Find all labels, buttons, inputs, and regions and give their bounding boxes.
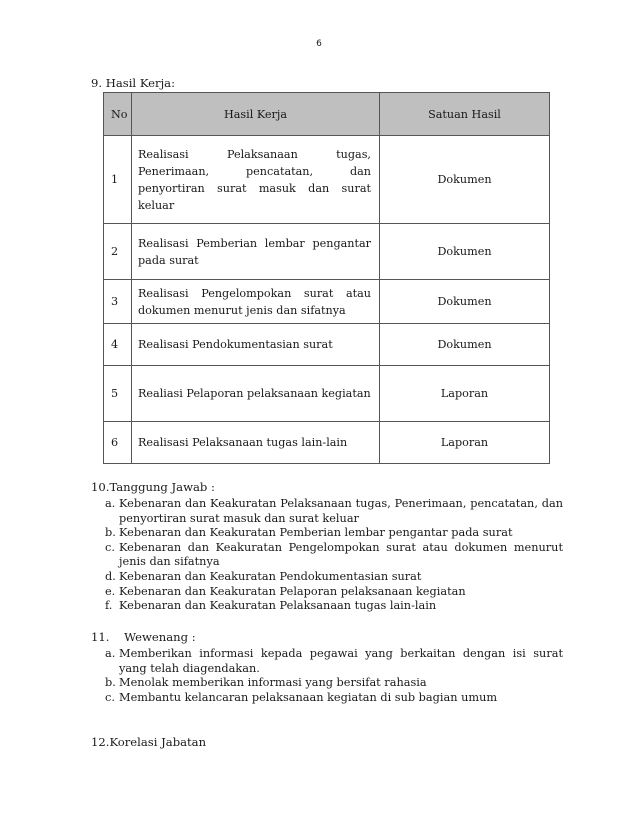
korelasi-jabatan-heading: 12.Korelasi Jabatan	[91, 735, 207, 749]
row-number: 2	[104, 224, 132, 280]
row-hasil-kerja: Realisasi Pemberian lembar pengantar pada surat	[132, 224, 380, 280]
list-item	[105, 585, 563, 600]
tanggung-jawab-list	[105, 497, 563, 614]
row-number: 5	[104, 366, 132, 422]
list-text: Kebenaran dan Keakuratan Pengelompokan surat atau dokumen menurut jenis dan sifatnya	[119, 540, 563, 569]
row-satuan: Dokumen	[380, 280, 550, 324]
row-satuan: Laporan	[380, 366, 550, 422]
row-number: 1	[104, 136, 132, 224]
table-row	[104, 422, 550, 464]
list-item	[105, 647, 563, 676]
hasil-kerja-table	[103, 92, 550, 464]
list-item	[105, 676, 563, 691]
list-text: Memberikan informasi kepada pegawai yang berkaitan dengan isi surat yang telah diagendakan.	[119, 647, 563, 675]
row-satuan: Dokumen	[380, 224, 550, 280]
tanggung-jawab-heading: 10.Tanggung Jawab :	[91, 480, 215, 494]
table-row	[104, 136, 550, 224]
list-marker: c.	[105, 690, 115, 704]
row-hasil-kerja: Realisasi Pendokumentasian surat	[132, 324, 380, 366]
list-marker: f.	[105, 599, 113, 613]
list-text: Menolak memberikan informasi yang bersifat rahasia	[119, 676, 427, 690]
table-row	[104, 280, 550, 324]
wewenang-heading: 11. Wewenang :	[91, 630, 196, 644]
table-row	[104, 324, 550, 366]
list-text: Kebenaran dan Keakuratan Pelaksanaan tugas lain-lain	[119, 599, 437, 613]
list-marker: a.	[105, 647, 116, 660]
row-satuan: Laporan	[380, 422, 550, 464]
list-marker: d.	[105, 569, 116, 583]
row-hasil-kerja: Realisasi Pengelompokan surat atau dokumen menurut jenis dan sifatnya	[132, 280, 380, 324]
row-hasil-kerja: Realiasi Pelaporan pelaksanaan kegiatan	[132, 366, 380, 422]
list-item	[105, 541, 563, 570]
list-item	[105, 526, 563, 541]
list-marker: b.	[105, 676, 116, 690]
table-row	[104, 366, 550, 422]
list-text: Kebenaran dan Keakuratan Pendokumentasian surat	[119, 569, 422, 583]
list-text: Membantu kelancaran pelaksanaan kegiatan di sub bagian umum	[119, 690, 498, 704]
list-marker: b.	[105, 526, 116, 540]
list-text: Kebenaran dan Keakuratan Pelaporan pelaksanaan kegiatan	[119, 584, 466, 598]
list-text: Kebenaran dan Keakuratan Pemberian lembar pengantar pada surat	[119, 526, 513, 540]
wewenang-list	[105, 647, 563, 705]
list-marker: c.	[105, 540, 115, 554]
row-hasil-kerja: Realisasi Pelaksanaan tugas, Penerimaan, pencatatan, dan penyortiran surat masuk dan surat keluar	[132, 136, 380, 224]
list-item	[105, 691, 563, 706]
row-number: 6	[104, 422, 132, 464]
list-item	[105, 570, 563, 585]
list-item	[105, 497, 563, 526]
page-number: 6	[316, 39, 322, 49]
hasil-kerja-heading: 9. Hasil Kerja:	[91, 76, 175, 90]
row-hasil-kerja: Realisasi Pelaksanaan tugas lain-lain	[132, 422, 380, 464]
row-number: 3	[104, 280, 132, 324]
header-no: No	[104, 93, 132, 136]
row-satuan: Dokumen	[380, 136, 550, 224]
header-hasil-kerja: Hasil Kerja	[132, 93, 380, 136]
list-text: Kebenaran dan Keakuratan Pelaksanaan tugas, Penerimaan, pencatatan, dan penyortiran surat masuk dan surat keluar	[119, 497, 563, 525]
table-header-row	[104, 93, 550, 136]
list-item	[105, 599, 563, 614]
list-marker: a.	[105, 497, 116, 510]
list-marker: e.	[105, 584, 116, 598]
table-row	[104, 224, 550, 280]
row-satuan: Dokumen	[380, 324, 550, 366]
row-number: 4	[104, 324, 132, 366]
header-satuan-hasil: Satuan Hasil	[380, 93, 550, 136]
